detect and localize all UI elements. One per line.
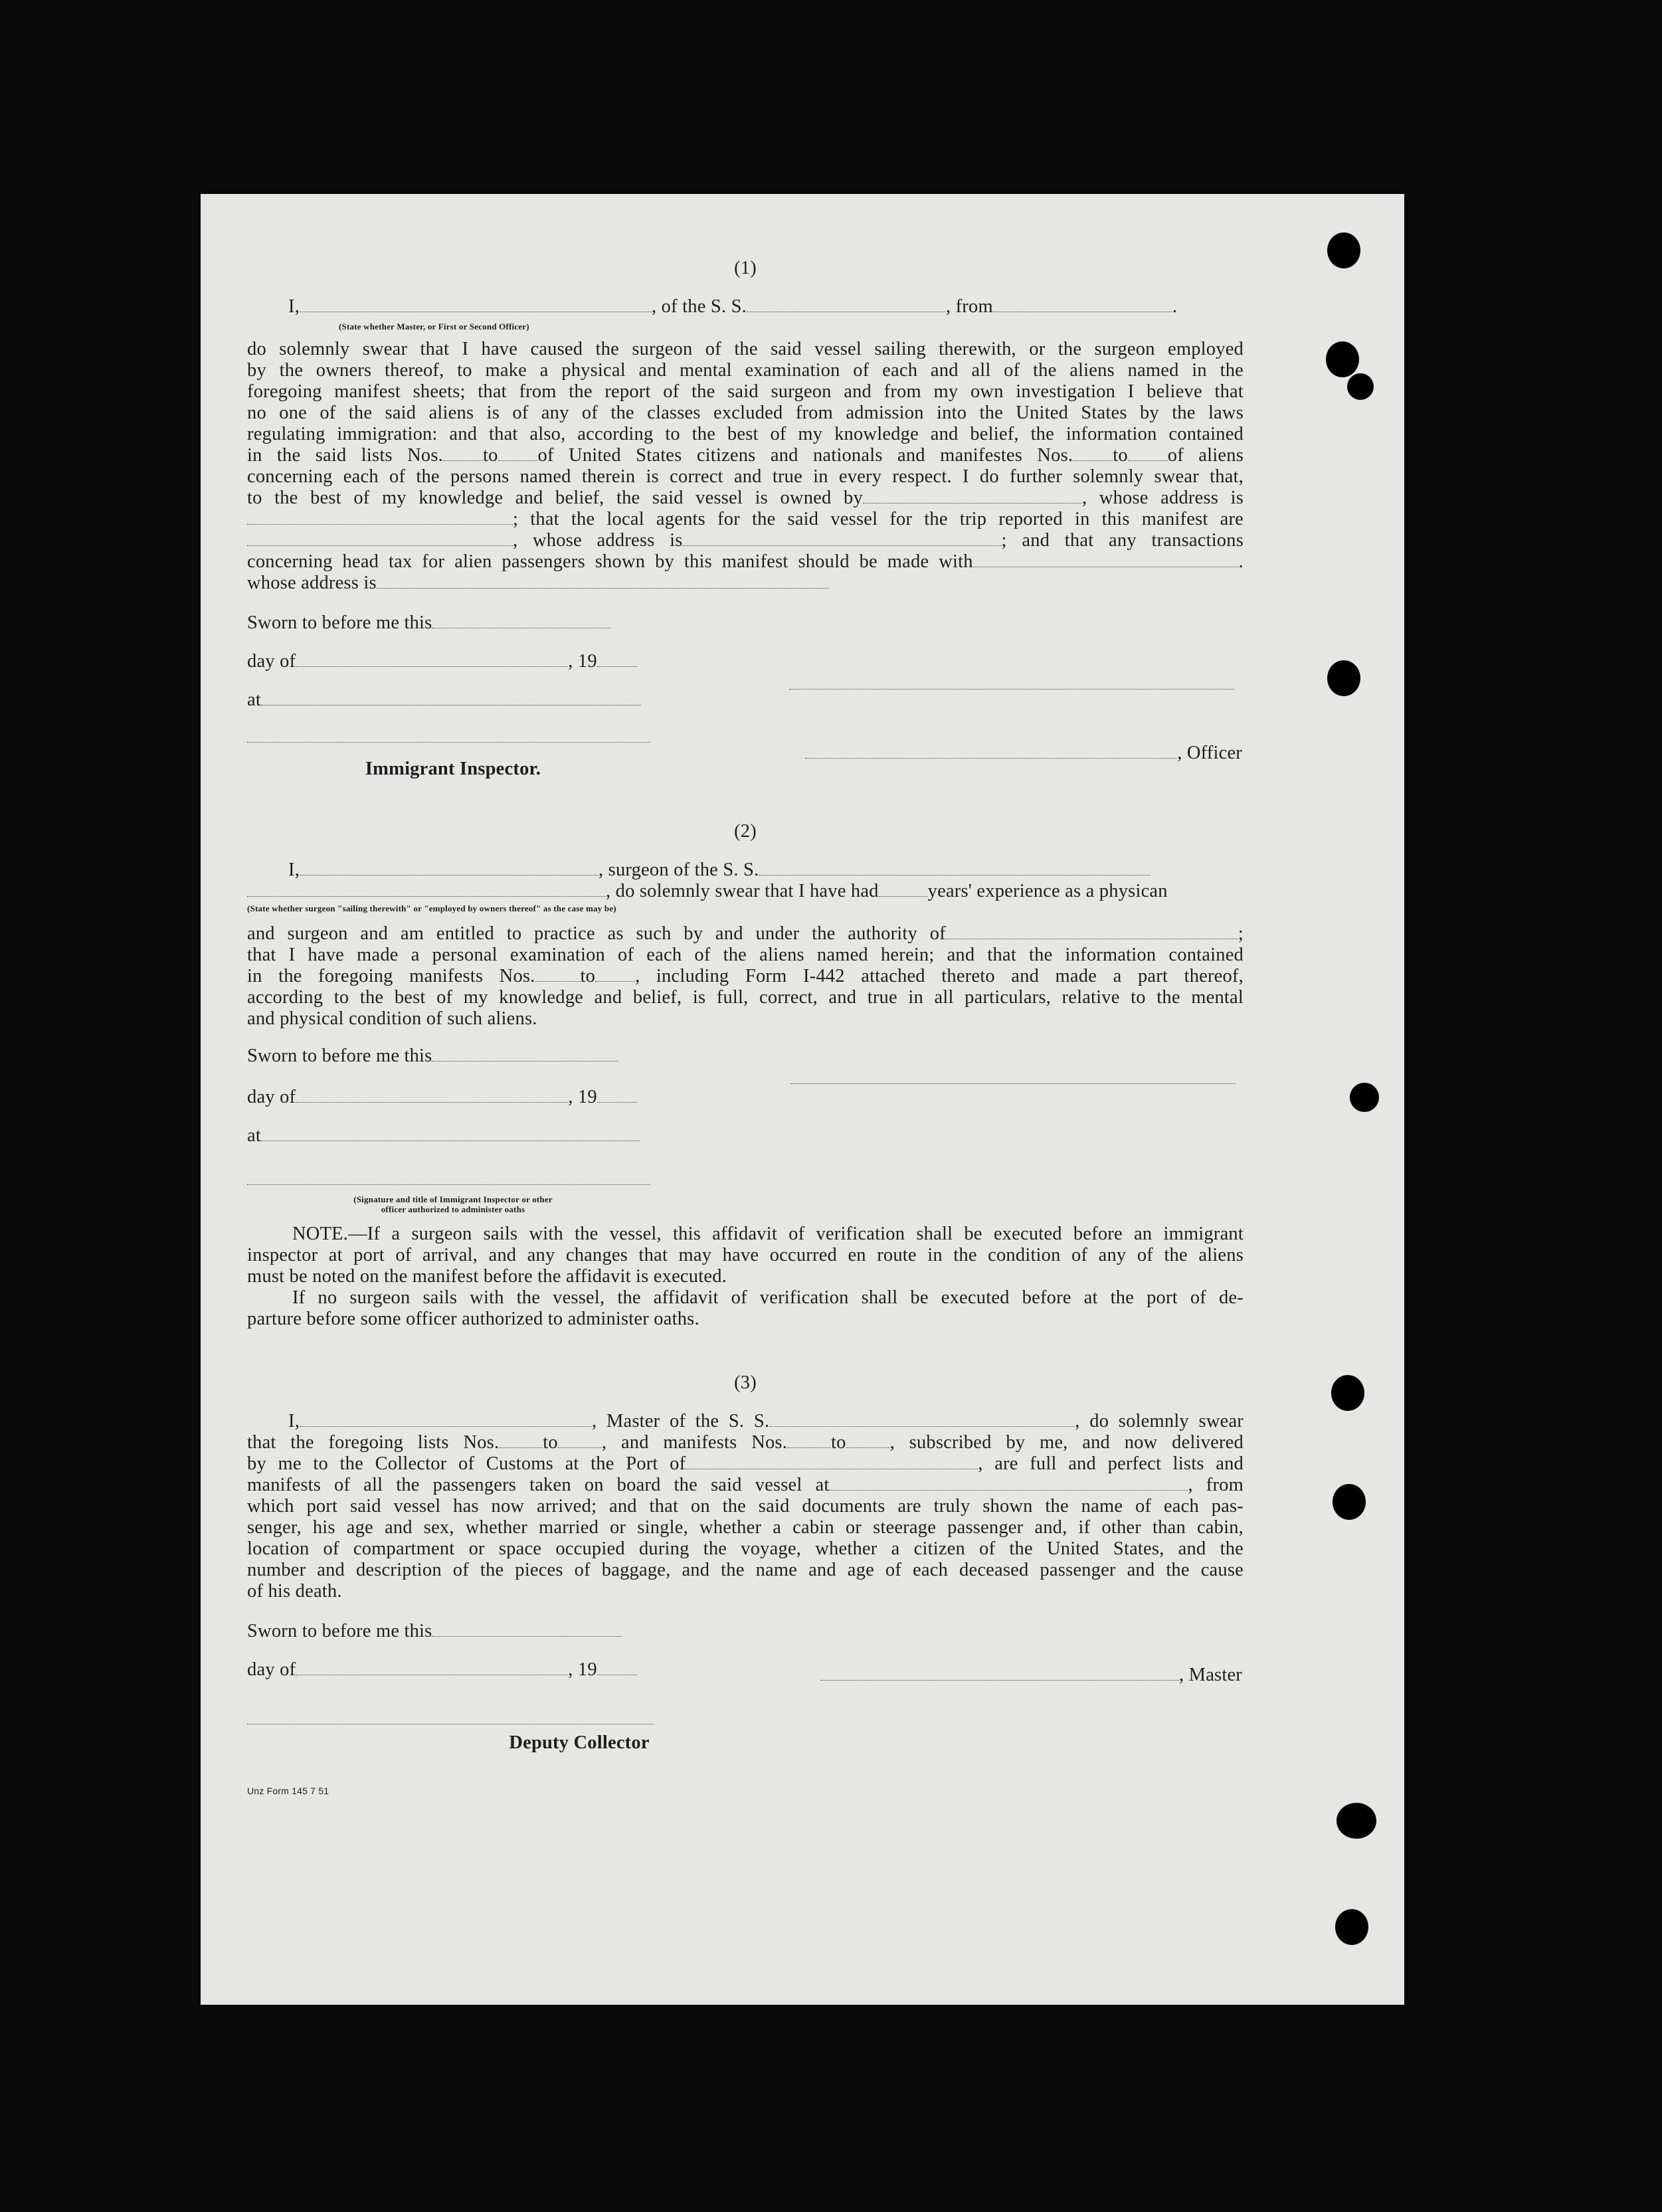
- surgeon-status-field[interactable]: [247, 883, 606, 897]
- inspector-signature-line-2: [247, 1169, 652, 1190]
- section-3-body: I, , Master of the S. S. , do solemnly swear that the foregoing lists Nos. to , and manifests Nos. to , subscribed by me, and now delivered by me to the Collector of Customs at the Port of , are full and perfect lists and manifests of all the passengers taken on board the said vessel at , from which port said vessel has now arrived; and that on the said documents are truly shown the name of each pas- senger, his age and sex, whether married or single, whether a cabin or steerage passenger and, if other than cabin, location of compartment or space occupied during the voyage, whether a citizen of the United States, and the number and description of the pieces of baggage, and the name and age of each deceased passenger and the cause of his death.: [247, 1411, 1244, 1602]
- surgeon-name-field[interactable]: [300, 862, 599, 876]
- punch-hole: [1327, 660, 1360, 696]
- lists-to-field[interactable]: [558, 1434, 602, 1448]
- customs-port-field[interactable]: [686, 1455, 978, 1469]
- owner-address-field[interactable]: [247, 511, 513, 525]
- section-1-body: do solemnly swear that I have caused the surgeon of the said vessel sailing therewith, or the surgeon employed by the owners thereof, to make a physical and mental examination of each and all of the aliens named in the foregoing manifest sheets; that from the report of the said surgeon and from my own investigation I believe that no one of the said aliens is of any of the classes excluded from admission into the United States by the laws regulating immigration: and that also, according to the best of my knowledge and belief, the information contained in the said lists Nos. to of United States citizens and nationals and manifestes Nos. to of aliens concerning each of the persons named therein is correct and true in every respect. I do further solemnly swear that, to the best of my knowledge and belief, the said vessel is owned by , whose address is ; that the local agents for the said vessel for the trip reported in this manifest are , whose address is ; and that any transactions concerning head tax for alien passengers shown by this manifest should be made with . whose address is: [247, 339, 1244, 593]
- surgeon-status-hint: (State whether surgeon "sailing therewith" or "employed by owners thereof" as the case may be): [247, 903, 616, 913]
- signature-title-hint: (Signature and title of Immigrant Inspector or other officer authorized to administer oaths: [353, 1194, 553, 1214]
- section-1-number: (1): [734, 258, 757, 278]
- from-port-field[interactable]: [993, 298, 1172, 312]
- departure-port-field[interactable]: [829, 1477, 1188, 1491]
- punch-hole: [1333, 1484, 1366, 1520]
- head-tax-address-field[interactable]: [377, 575, 828, 589]
- master-name-field[interactable]: [300, 1413, 592, 1427]
- section-2-body: and surgeon and am entitled to practice as such by and under the authority of ; that I have made a personal examination of each of the aliens named herein; and that the information contained in the foregoing manifests Nos. to , including Form I-442 attached thereto and made a part thereof, according to the best of my knowledge and belief, is full, correct, and true in all particulars, relative to the mental and physical condition of such aliens.: [247, 923, 1244, 1029]
- inspector-signature-line: [247, 727, 652, 748]
- section-1-sworn: Sworn to before me this: [247, 612, 1244, 634]
- day-of-field-3[interactable]: [296, 1661, 568, 1675]
- officer-title-hint: (State whether Master, or First or Second Officer): [339, 322, 529, 331]
- vessel-owner-field[interactable]: [863, 490, 1082, 504]
- practice-authority-field[interactable]: [946, 925, 1238, 939]
- punch-hole: [1347, 373, 1374, 400]
- punch-hole: [1337, 1803, 1376, 1839]
- citizen-list-from-field[interactable]: [443, 447, 483, 461]
- master-vessel-field[interactable]: [769, 1413, 1075, 1427]
- sworn-date-field[interactable]: [432, 614, 611, 628]
- year-field-2[interactable]: [597, 1089, 637, 1103]
- section-1-at: at: [247, 690, 1244, 711]
- alien-manifest-to-field[interactable]: [1128, 447, 1168, 461]
- years-experience-field[interactable]: [879, 883, 928, 897]
- section-3-number: (3): [734, 1372, 757, 1393]
- officer-label: , Officer: [790, 743, 1242, 764]
- section-2-day: day of , 19: [247, 1087, 1244, 1108]
- punch-hole: [1350, 1083, 1379, 1112]
- manifests-to-field[interactable]: [846, 1434, 890, 1448]
- punch-hole: [1326, 341, 1359, 377]
- immigrant-inspector-label: Immigrant Inspector.: [365, 759, 541, 779]
- at-place-field-2[interactable]: [261, 1127, 640, 1141]
- alien-manifest-from-field[interactable]: [1073, 447, 1113, 461]
- year-field[interactable]: [597, 653, 637, 667]
- section-2-line-1: I, , surgeon of the S. S.: [247, 860, 1244, 881]
- vessel-name-field[interactable]: [747, 298, 946, 312]
- at-place-field[interactable]: [261, 691, 641, 705]
- section-3-day: day of , 19: [247, 1659, 1244, 1681]
- punch-hole: [1331, 1375, 1364, 1411]
- day-of-field-2[interactable]: [296, 1089, 568, 1103]
- punch-hole: [1327, 232, 1360, 268]
- collector-signature-line: [247, 1708, 656, 1730]
- sworn-date-field-2[interactable]: [432, 1048, 618, 1061]
- form-id: Unz Form 145 7 51: [247, 1786, 329, 1796]
- section-1-day: day of , 19: [247, 651, 1244, 672]
- section-2-sworn: Sworn to before me this: [247, 1046, 1244, 1067]
- master-signature-line: , Master: [790, 1665, 1242, 1686]
- citizen-list-to-field[interactable]: [498, 447, 538, 461]
- section-3-sworn: Sworn to before me this: [247, 1621, 1244, 1642]
- sworn-date-field-3[interactable]: [432, 1623, 622, 1637]
- surgeon-vessel-field[interactable]: [759, 862, 1151, 876]
- manifest-to-field[interactable]: [595, 968, 635, 982]
- deputy-collector-label: Deputy Collector: [509, 1732, 650, 1753]
- section-1-oath-line: I, , of the S. S. , from .: [288, 296, 1178, 317]
- agents-address-field[interactable]: [683, 532, 1002, 546]
- section-2-number: (2): [734, 821, 757, 842]
- note-block: NOTE.—If a surgeon sails with the vessel, this affidavit of verification shall be executed before an immigrant inspector at port of arrival, and any changes that may have occurred en route in the condition of any of the aliens must be noted on the manifest before the affidavit is executed. If no surgeon sails with the vessel, the affidavit of verification shall be executed before at the port of de- parture before some officer authorized to administer oaths.: [247, 1224, 1244, 1329]
- lists-from-field[interactable]: [499, 1434, 543, 1448]
- officer-title-field[interactable]: [300, 298, 652, 312]
- manifests-from-field[interactable]: [787, 1434, 831, 1448]
- day-of-field[interactable]: [296, 653, 568, 667]
- section-2-at: at: [247, 1125, 1244, 1147]
- year-field-3[interactable]: [597, 1661, 637, 1675]
- head-tax-contact-field[interactable]: [973, 553, 1239, 567]
- punch-hole: [1335, 1909, 1368, 1945]
- manifest-from-field[interactable]: [535, 968, 581, 982]
- local-agents-field[interactable]: [247, 532, 513, 546]
- section-2-line-2: , do solemnly swear that I have had years' experience as a physican: [247, 881, 1244, 902]
